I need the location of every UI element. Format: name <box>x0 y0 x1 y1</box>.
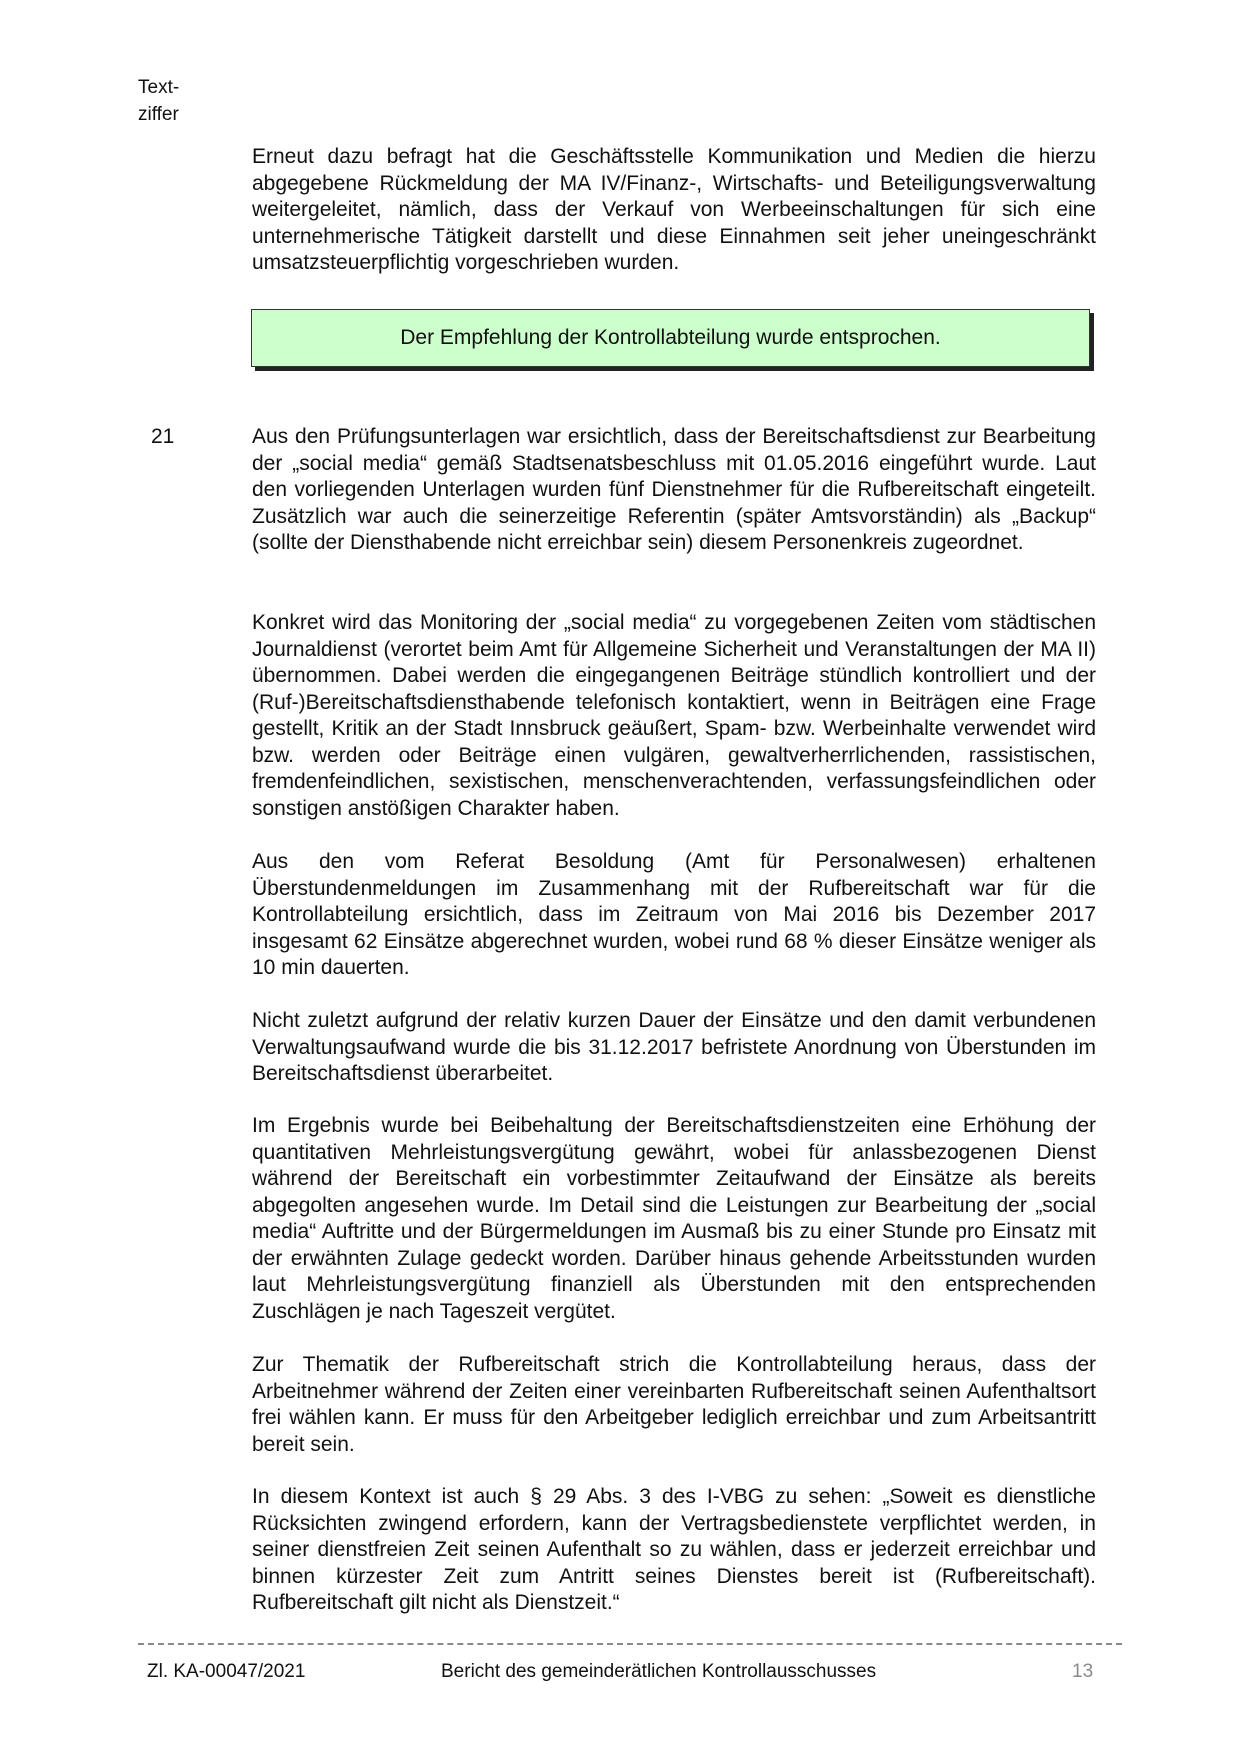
intro-paragraph: Erneut dazu befragt hat die Geschäftsstelle Kommunikation und Medien die hierzu abgegebene Rückmeldung der MA IV/Finanz-, Wirtschafts- und Beteiligungsverwaltung weitergeleitet, nämlich, dass der Verkauf von Werbeeinschaltungen für sich eine unternehmerische Tätigkeit darstellt und diese Einnahmen seit jeher uneingeschränkt umsatzsteuerpflichtig vorgeschrieben wurden. <box>252 145 1096 274</box>
section-number: 21 <box>151 425 175 448</box>
section-paragraph-4: Nicht zuletzt aufgrund der relativ kurzen Dauer der Einsätze und den damit verbundenen Verwaltungsaufwand wurde die bis 31.12.2017 befristete Anordnung von Überstunden im Bereitschaftsdienst überarbeitet. <box>252 1009 1096 1085</box>
margin-label-textziffer: Text- ziffer <box>138 77 180 125</box>
footer-reference: Zl. KA-00047/2021 <box>147 1661 306 1682</box>
page-number: 13 <box>1072 1661 1094 1682</box>
result-box <box>251 309 1090 367</box>
result-box-text: Der Empfehlung der Kontrollabteilung wurde entsprochen. <box>400 326 941 349</box>
section-paragraph-6: Zur Thematik der Rufbereitschaft strich die Kontrollabteilung heraus, dass der Arbeitnehmer während der Zeiten einer vereinbarten Rufbereitschaft seinen Aufenthaltsort frei wählen kann. Er muss für den Arbeitgeber lediglich erreichbar und zum Arbeitsantritt bereit sein. <box>252 1353 1096 1456</box>
section-paragraph-3: Aus den vom Referat Besoldung (Amt für Personalwesen) erhaltenen Überstundenmeldungen im Zusammenhang mit der Rufbereitschaft war für die Kontrollabteilung ersichtlich, dass im Zeitraum von Mai 2016 bis Dezember 2017 insgesamt 62 Einsätze abgerechnet wurden, wobei rund 68 % dieser Einsätze weniger als 10 min dauerten. <box>252 850 1096 979</box>
section-paragraph-1: Aus den Prüfungsunterlagen war ersichtlich, dass der Bereitschaftsdienst zur Bearbeitung der „social media“ gemäß Stadtsenatsbeschluss mit 01.05.2016 eingeführt wurde. Laut den vorliegenden Unterlagen wurden fünf Dienstnehmer für die Rufbereitschaft eingeteilt. Zusätzlich war auch die seinerzeitige Referentin (später Amtsvorständin) als „Backup“ (sollte der Diensthabende nicht erreichbar sein) diesem Personenkreis zugeordnet. <box>252 425 1096 554</box>
section-paragraph-7: In diesem Kontext ist auch § 29 Abs. 3 des I-VBG zu sehen: „Soweit es dienstliche Rücksichten zwingend erfordern, kann der Vertragsbedienstete verpflichtet werden, in seiner dienstfreien Zeit seinen Aufenthalt so zu wählen, dass er jederzeit erreichbar und binnen kürzester Zeit zum Antritt seines Dienstes bereit ist (Rufbereitschaft). Rufbereitschaft gilt nicht als Dienstzeit.“ <box>252 1485 1096 1614</box>
footer-title: Bericht des gemeinderätlichen Kontrollausschusses <box>441 1661 877 1682</box>
section-paragraph-2: Konkret wird das Monitoring der „social media“ zu vorgegebenen Zeiten vom städtischen Journaldienst (verortet beim Amt für Allgemeine Sicherheit und Veranstaltungen der MA II) übernommen. Dabei werden die eingegangenen Beiträge stündlich kontrolliert und der (Ruf-)Bereitschaftsdiensthabende telefonisch kontaktiert, wenn in Beiträgen eine Frage gestellt, Kritik an der Stadt Innsbruck geäußert, Spam- bzw. Werbeinhalte verwendet wird bzw. werden oder Beiträge einen vulgären, gewaltverherrlichenden, rassistischen, fremdenfeindlichen, sexistischen, menschenverachtenden, verfassungsfeindlichen oder sonstigen anstößigen Charakter haben. <box>252 611 1096 820</box>
section-paragraph-5: Im Ergebnis wurde bei Beibehaltung der Bereitschaftsdienstzeiten eine Erhöhung der quantitativen Mehrleistungsvergütung gewährt, wobei für anlassbezogenen Dienst während der Bereitschaft ein vorbestimmter Zeitaufwand der Einsätze als bereits abgegolten angesehen wurde. Im Detail sind die Leistungen zur Bearbeitung der „social media“ Auftritte und der Bürgermeldungen im Ausmaß bis zu einer Stunde pro Einsatz mit der erwähnten Zulage gedeckt worden. Darüber hinaus gehende Arbeitsstunden wurden laut Mehrleistungsvergütung finanziell als Überstunden mit den entsprechenden Zuschlägen je nach Tageszeit vergütet. <box>252 1114 1096 1323</box>
footer-divider <box>138 1643 1122 1645</box>
